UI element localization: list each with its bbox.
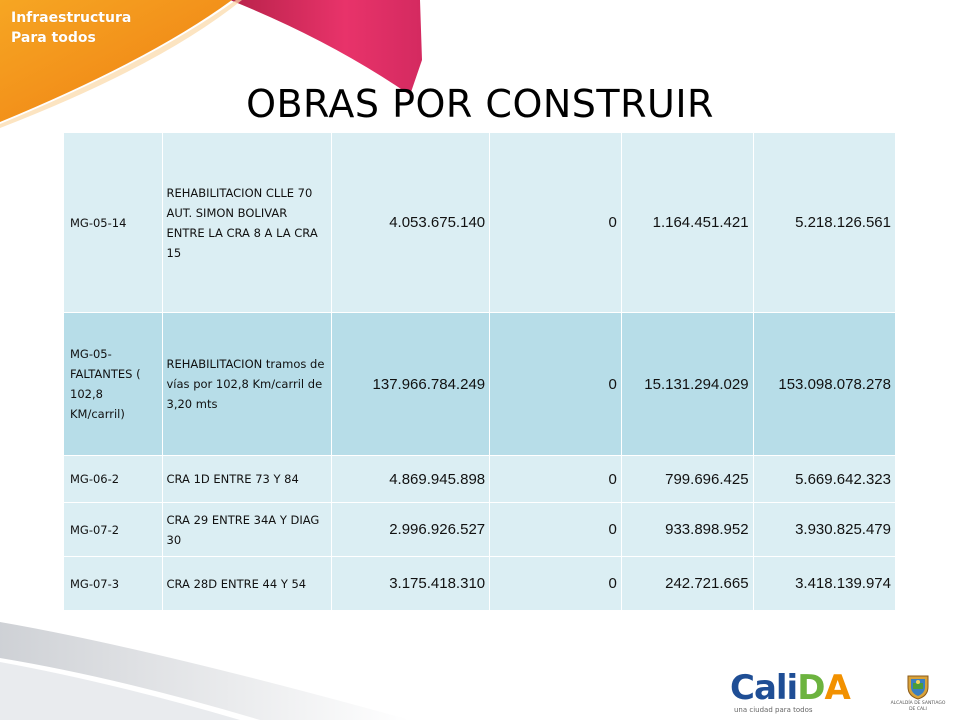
cell-value-c: 15.131.294.029 (621, 313, 753, 456)
cell-description: CRA 29 ENTRE 34A Y DIAG 30 (162, 503, 331, 557)
cell-value-c: 799.696.425 (621, 456, 753, 503)
cell-value-b: 0 (490, 456, 622, 503)
cell-code: MG-07-3 (64, 557, 163, 611)
calida-wordmark-part: A (824, 668, 850, 708)
works-table (63, 132, 896, 611)
table-row (64, 456, 896, 503)
banner-line-1: Infraestructura (11, 10, 132, 26)
cell-code: MG-07-2 (64, 503, 163, 557)
cell-value-b: 0 (490, 313, 622, 456)
calida-logo (730, 668, 850, 716)
cell-value-b: 0 (490, 557, 622, 611)
cell-description: REHABILITACION tramos de vías por 102,8 Km/carril de 3,20 mts (162, 313, 331, 456)
cell-value-d: 3.418.139.974 (753, 557, 895, 611)
calida-tagline: una ciudad para todos (734, 706, 813, 714)
cell-value-c: 933.898.952 (621, 503, 753, 557)
cell-value-a: 3.175.418.310 (331, 557, 489, 611)
calida-wordmark-part: Cali (730, 668, 798, 708)
cell-description: CRA 28D ENTRE 44 Y 54 (162, 557, 331, 611)
cell-value-c: 1.164.451.421 (621, 133, 753, 313)
cell-value-d: 5.218.126.561 (753, 133, 895, 313)
page-title: OBRAS POR CONSTRUIR (246, 82, 714, 126)
cell-value-a: 4.869.945.898 (331, 456, 489, 503)
city-seal-icon (904, 672, 932, 700)
table-row (64, 133, 896, 313)
cell-value-c: 242.721.665 (621, 557, 753, 611)
cell-code: MG-05-14 (64, 133, 163, 313)
cell-value-b: 0 (490, 133, 622, 313)
cell-code: MG-05-FALTANTES ( 102,8 KM/carril) (64, 313, 163, 456)
cell-value-b: 0 (490, 503, 622, 557)
cell-value-d: 5.669.642.323 (753, 456, 895, 503)
cell-value-d: 153.098.078.278 (753, 313, 895, 456)
banner-line-2: Para todos (11, 30, 96, 46)
cell-value-a: 4.053.675.140 (331, 133, 489, 313)
cell-description: CRA 1D ENTRE 73 Y 84 (162, 456, 331, 503)
city-seal-logo (890, 672, 946, 716)
cell-value-d: 3.930.825.479 (753, 503, 895, 557)
seal-caption: ALCALDÍA DE SANTIAGO DE CALI (890, 701, 946, 712)
banner-text (11, 8, 131, 48)
footer-swoosh-graphic (0, 618, 420, 720)
cell-value-a: 137.966.784.249 (331, 313, 489, 456)
cell-description: REHABILITACION CLLE 70 AUT. SIMON BOLIVAR ENTRE LA CRA 8 A LA CRA 15 (162, 133, 331, 313)
calida-wordmark (730, 668, 850, 708)
table-row (64, 557, 896, 611)
cell-value-a: 2.996.926.527 (331, 503, 489, 557)
cell-code: MG-06-2 (64, 456, 163, 503)
calida-wordmark-part: D (797, 668, 825, 708)
table-row (64, 313, 896, 456)
table-row (64, 503, 896, 557)
